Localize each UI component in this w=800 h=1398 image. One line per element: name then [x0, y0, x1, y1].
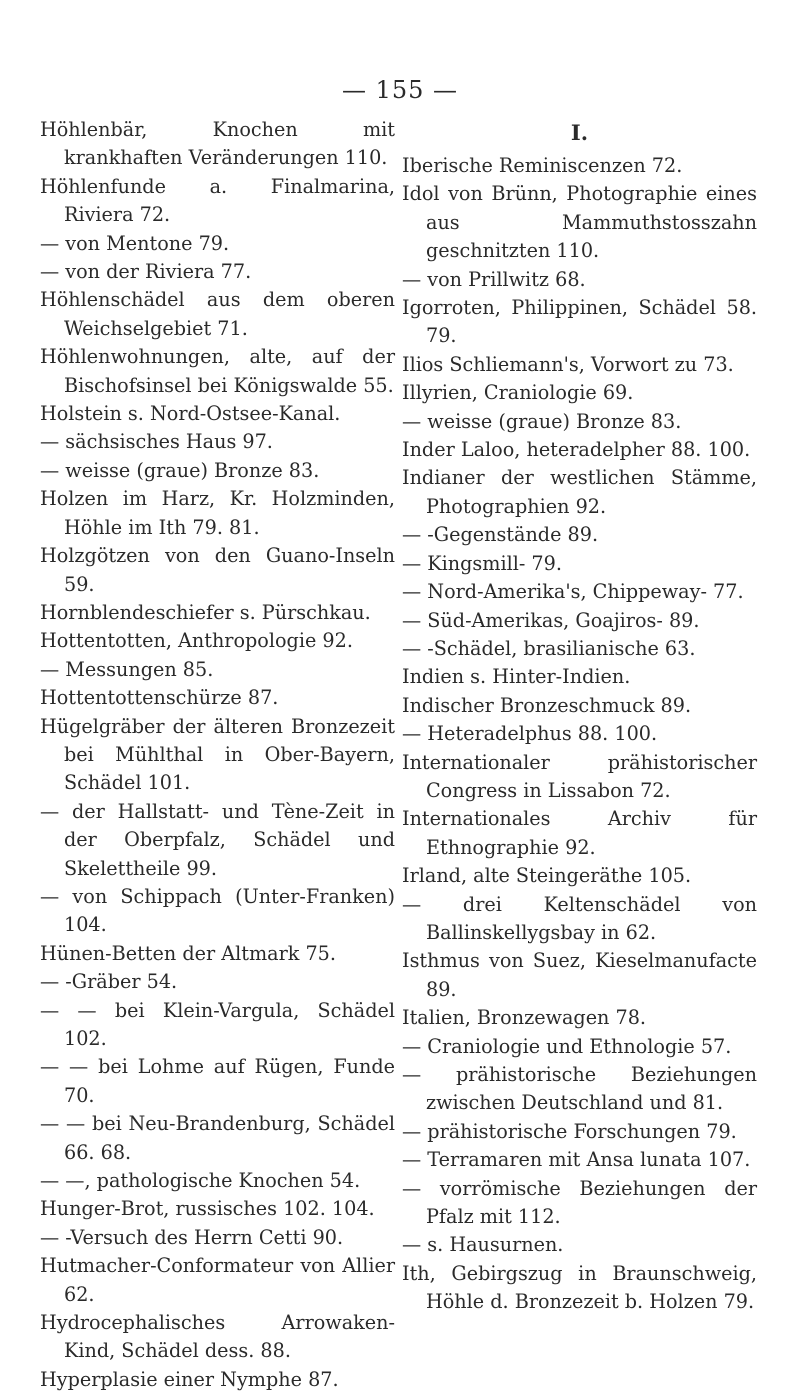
index-entry: Holzgötzen von den Guano-Inseln 59. — [40, 544, 395, 596]
index-entry: — vorrömische Beziehungen der Pfalz mit 112. — [402, 1176, 757, 1229]
section-heading: I. — [570, 120, 589, 145]
index-entry: Ith, Gebirgszug in Braunschweig, Höhle d. Bronzezeit b. Holzen 79. — [402, 1261, 757, 1314]
index-entry: Hottentottenschürze 87. — [40, 686, 279, 710]
index-entry: — —, pathologische Knochen 54. — [40, 1169, 361, 1193]
index-entry: — Kingsmill- 79. — [402, 551, 562, 575]
index-entry: — Heteradelphus 88. 100. — [402, 722, 658, 746]
index-entry: Hyperplasie einer Nymphe 87. — [40, 1367, 339, 1391]
index-entry: Iberische Reminiscenzen 72. — [402, 154, 683, 177]
index-entry: Hunger-Brot, russisches 102. 104. — [40, 1197, 375, 1221]
index-entry: — -Gegenstände 89. — [402, 523, 599, 547]
index-entry: Höhlenfunde a. Finalmarina, Riviera 72. — [40, 174, 395, 227]
index-entry: — -Gräber 54. — [40, 970, 178, 994]
index-entry: Hutmacher-Conformateur von Allier 62. — [40, 1254, 395, 1306]
index-entry: Hünen-Betten der Altmark 75. — [40, 941, 336, 965]
index-entry: Holstein s. Nord-Ostsee-Kanal. — [40, 402, 341, 426]
index-entry: Indianer der westlichen Stämme, Photographien 92. — [402, 466, 757, 518]
index-entry: Illyrien, Craniologie 69. — [402, 381, 634, 405]
index-entry: — Süd-Amerikas, Goajiros- 89. — [402, 608, 700, 632]
right-column — [402, 116, 757, 1317]
index-entry: — weisse (graue) Bronze 83. — [40, 458, 320, 482]
index-entry: — von Prillwitz 68. — [402, 267, 586, 291]
page-number: — 155 — — [341, 76, 459, 104]
index-entry: Inder Laloo, heteradelpher 88. 100. — [402, 438, 751, 462]
right-column-entries — [402, 152, 757, 1317]
index-entry: Isthmus von Suez, Kieselmanufacte 89. — [402, 949, 757, 1001]
index-entry: — Nord-Amerika's, Chippeway- 77. — [402, 580, 744, 604]
index-entry: Holzen im Harz, Kr. Holzminden, Höhle im Ith 79. 81. — [40, 487, 395, 539]
index-entry: — Craniologie und Ethnologie 57. — [402, 1034, 732, 1058]
index-entry: — Terramaren mit Ansa lunata 107. — [402, 1148, 751, 1172]
index-entry: Ilios Schliemann's, Vorwort zu 73. — [402, 352, 734, 376]
index-entry: — von Mentone 79. — [40, 231, 230, 255]
index-entry: — prähistorische Beziehungen zwischen Deutschland und 81. — [402, 1063, 757, 1115]
index-entry: — — bei Klein-Vargula, Schädel 102. — [40, 998, 395, 1050]
index-entry: — -Versuch des Herrn Cetti 90. — [40, 1225, 344, 1249]
index-entry: — der Hallstatt- und Tène-Zeit in der Oberpfalz, Schädel und Skelettheile 99. — [40, 799, 395, 880]
index-entry: Höhlenschädel aus dem oberen Weichselgebiet 71. — [40, 288, 395, 340]
index-entry: — -Schädel, brasilianische 63. — [402, 636, 696, 660]
index-entry: Internationales Archiv für Ethnographie 92. — [402, 807, 757, 859]
left-column — [40, 116, 395, 1394]
index-entry: Indischer Bronzeschmuck 89. — [402, 693, 692, 717]
index-entry: Idol von Brünn, Photographie eines aus Mammuthstosszahn geschnitzten 110. — [402, 182, 757, 263]
index-entry: Hydrocephalisches Arrowaken-Kind, Schädel dess. 88. — [40, 1311, 395, 1363]
index-entry: Irland, alte Steingeräthe 105. — [402, 864, 692, 888]
index-entry: Hottentotten, Anthropologie 92. — [40, 629, 353, 653]
index-entry: — von der Riviera 77. — [40, 260, 252, 284]
index-entry: Internationaler prähistorischer Congress in Lissabon 72. — [402, 750, 757, 802]
index-entry: Igorroten, Philippinen, Schädel 58. 79. — [402, 296, 757, 348]
index-entry: Hügelgräber der älteren Bronzezeit bei Mühlthal in Ober-Bayern, Schädel 101. — [40, 714, 395, 795]
index-entry: — s. Hausurnen. — [402, 1233, 564, 1257]
index-entry: Höhlenbär, Knochen mit krankhaften Veränderungen 110. — [40, 118, 395, 170]
index-entry: Hornblendeschiefer s. Pürschkau. — [40, 600, 371, 624]
index-entry: — weisse (graue) Bronze 83. — [402, 409, 682, 433]
index-entry: Höhlenwohnungen, alte, auf der Bischofsinsel bei Königswalde 55. — [40, 345, 395, 397]
index-entry: — Messungen 85. — [40, 657, 214, 681]
index-entry: — von Schippach (Unter-Franken) 104. — [40, 884, 395, 937]
index-entry: — — bei Neu-Brandenburg, Schädel 66. 68. — [40, 1112, 395, 1164]
index-entry: — sächsisches Haus 97. — [40, 430, 273, 454]
index-entry: Indien s. Hinter-Indien. — [402, 665, 631, 689]
index-entry: — — bei Lohme auf Rügen, Funde 70. — [40, 1055, 395, 1107]
index-entry: — prähistorische Forschungen 79. — [402, 1119, 737, 1143]
index-entry: Italien, Bronzewagen 78. — [402, 1006, 647, 1030]
index-entry: — drei Keltenschädel von Ballinskellygsbay in 62. — [402, 892, 757, 944]
